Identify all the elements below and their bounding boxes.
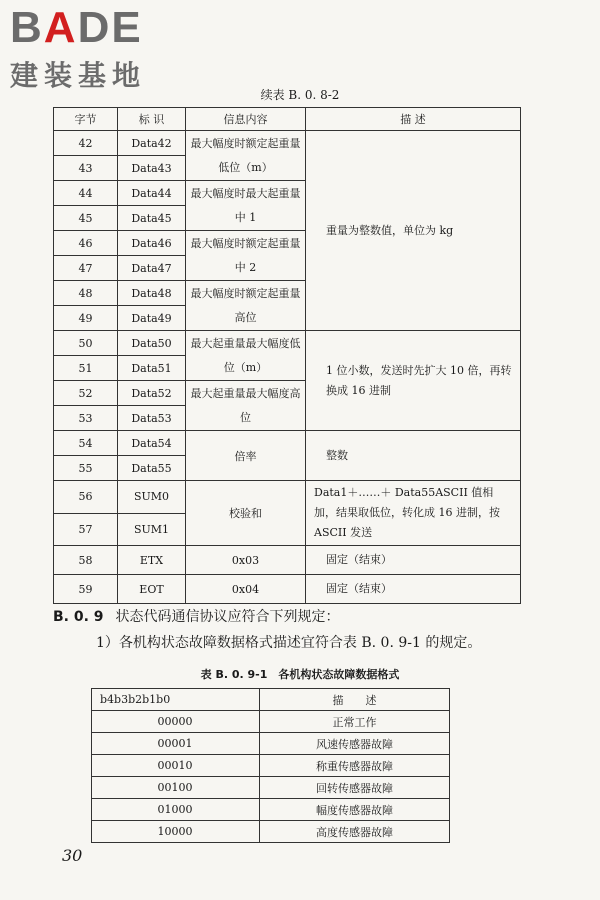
info-cell: 0x04 [186,575,306,604]
byte-cell: 48 [54,281,118,306]
logo-wordmark: BADE [10,3,143,52]
byte-cell: 50 [54,331,118,356]
logo [10,4,146,94]
id-cell: Data54 [118,431,186,456]
code-cell: 01000 [92,799,260,821]
table-row [54,331,521,356]
table-row [92,711,450,733]
code-cell: 00001 [92,733,260,755]
table-row [54,431,521,456]
table-row [54,575,521,604]
header-info: 信息内容 [186,108,306,131]
info-cell: 最大幅度时最大起重量中 1 [186,181,306,231]
table-row [54,481,521,514]
table-row [54,546,521,575]
id-cell: Data52 [118,381,186,406]
byte-cell: 54 [54,431,118,456]
code-cell: 10000 [92,821,260,843]
table-row [92,755,450,777]
desc-cell: 重量为整数值，单位为 kg [306,131,521,331]
table-header-row [92,689,450,711]
protocol-table [53,107,521,604]
id-cell: Data45 [118,206,186,231]
desc-cell: 整数 [306,431,521,481]
desc-cell: 称重传感器故障 [260,755,450,777]
id-cell: Data53 [118,406,186,431]
info-cell: 最大起重量最大幅度高位 [186,381,306,431]
id-cell: Data42 [118,131,186,156]
code-cell: 00000 [92,711,260,733]
table-row [54,131,521,156]
code-cell: 00100 [92,777,260,799]
info-cell: 最大幅度时额定起重量低位（m） [186,131,306,181]
desc-cell: 回转传感器故障 [260,777,450,799]
id-cell: Data49 [118,306,186,331]
id-cell: Data47 [118,256,186,281]
desc-cell: 正常工作 [260,711,450,733]
table-row [92,821,450,843]
byte-cell: 46 [54,231,118,256]
id-cell: Data51 [118,356,186,381]
code-cell: 00010 [92,755,260,777]
byte-cell: 58 [54,546,118,575]
id-cell: Data44 [118,181,186,206]
id-cell: Data43 [118,156,186,181]
byte-cell: 59 [54,575,118,604]
table-row [92,799,450,821]
id-cell: Data46 [118,231,186,256]
desc-cell: Data1＋……＋ Data55ASCII 值相加，结果取低位，转化成 16 进制，按 ASCII 发送 [306,481,521,546]
id-cell: SUM1 [118,513,186,546]
id-cell: SUM0 [118,481,186,514]
header-id: 标 识 [118,108,186,131]
table1-caption: 续表 B. 0. 8-2 [260,88,340,102]
byte-cell: 44 [54,181,118,206]
page-number: 30 [62,846,83,865]
id-cell: Data48 [118,281,186,306]
byte-cell: 57 [54,513,118,546]
section-heading [53,606,340,626]
byte-cell: 51 [54,356,118,381]
byte-cell: 43 [54,156,118,181]
info-cell: 最大幅度时额定起重量中 2 [186,231,306,281]
byte-cell: 49 [54,306,118,331]
header-byte: 字节 [54,108,118,131]
info-cell: 校验和 [186,481,306,546]
table-row [92,777,450,799]
id-cell: ETX [118,546,186,575]
status-code-table [91,688,450,843]
desc-cell: 固定（结束） [306,546,521,575]
info-cell: 倍率 [186,431,306,481]
table2-caption: 表 B. 0. 9-1 各机构状态故障数据格式 [200,668,400,681]
section-number: B. 0. 9 [53,609,104,625]
desc-cell: 风速传感器故障 [260,733,450,755]
desc-cell: 高度传感器故障 [260,821,450,843]
header-desc: 描 述 [260,689,450,711]
byte-cell: 47 [54,256,118,281]
section-item: 1）各机构状态故障数据格式描述宜符合表 B. 0. 9-1 的规定。 [96,635,482,651]
table-header-row [54,108,521,131]
section-text: 状态代码通信协议应符合下列规定： [115,609,340,625]
info-cell: 0x03 [186,546,306,575]
byte-cell: 42 [54,131,118,156]
byte-cell: 53 [54,406,118,431]
byte-cell: 45 [54,206,118,231]
info-cell: 最大幅度时额定起重量高位 [186,281,306,331]
desc-cell: 幅度传感器故障 [260,799,450,821]
id-cell: EOT [118,575,186,604]
table-row [92,733,450,755]
desc-cell: 1 位小数，发送时先扩大 10 倍，再转换成 16 进制 [306,331,521,431]
info-cell: 最大起重量最大幅度低位（m） [186,331,306,381]
byte-cell: 52 [54,381,118,406]
header-bits: b4b3b2b1b0 [92,689,260,711]
id-cell: Data50 [118,331,186,356]
logo-subtitle: 建装基地 [10,59,147,92]
desc-cell: 固定（结束） [306,575,521,604]
id-cell: Data55 [118,456,186,481]
byte-cell: 56 [54,481,118,514]
byte-cell: 55 [54,456,118,481]
header-desc: 描 述 [306,108,521,131]
